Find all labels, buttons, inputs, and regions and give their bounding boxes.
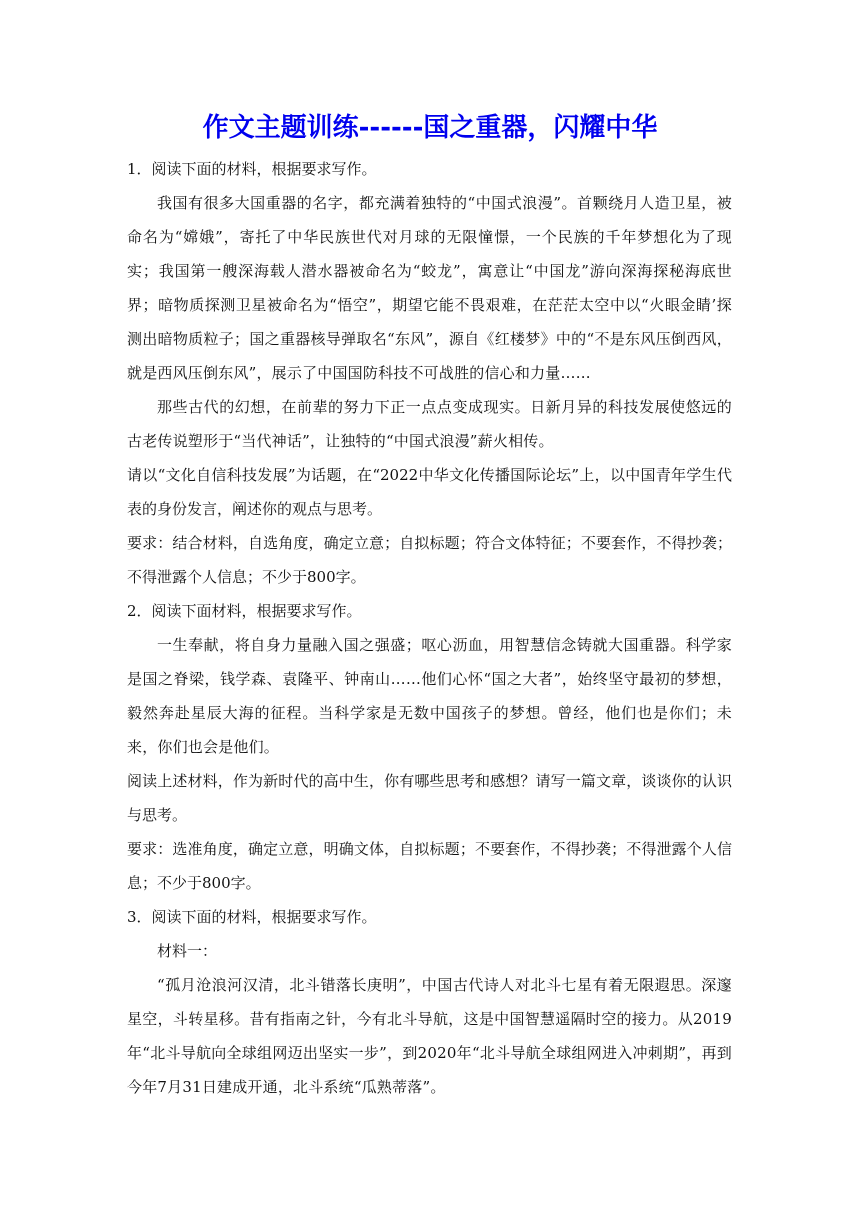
- question-task: 阅读上述材料，作为新时代的高中生，你有哪些思考和感想？请写一篇文章，谈谈你的认识与思考。: [127, 772, 732, 824]
- material-label: 材料一：: [157, 942, 218, 960]
- question-material: [127, 186, 732, 458]
- question-material: [127, 968, 732, 1104]
- document-body: [127, 152, 732, 1104]
- material-paragraph: “孤月沧浪河汉清，北斗错落长庚明”，中国古代诗人对北斗七星有着无限遐思。深邃星空，斗转星移。昔有指南之针，今有北斗导航，这是中国智慧遥隔时空的接力。从2019年“北斗导航向全球组网迈出坚实一步”，到2020年“北斗导航全球组网进入冲刺期”，再到今年7月31日建成开通，北斗系统“瓜熟蒂落”。: [127, 976, 732, 1096]
- material-paragraph: 我国有很多大国重器的名字，都充满着独特的“中国式浪漫”。首颗绕月人造卫星，被命名为“嫦娥”，寄托了中华民族世代对月球的无限憧憬，一个民族的千年梦想化为了现实；我国第一艘深海载人潜水器被命名为“蛟龙”，寓意让“中国龙”游向深海探秘海底世界；暗物质探测卫星被命名为“悟空”，期望它能不畏艰难，在茫茫太空中以“火眼金睛’探测出暗物质粒子；国之重器核导弹取名“东风”，源自《红楼梦》中的“不是东风压倒西风，就是西风压倒东风”，展示了中国国防科技不可战胜的信心和力量……: [127, 194, 732, 382]
- material-paragraph: 一生奉献，将自身力量融入国之强盛；呕心沥血，用智慧信念铸就大国重器。科学家是国之脊梁，钱学森、袁隆平、钟南山……他们心怀“国之大者”，始终坚守最初的梦想，毅然奔赴星辰大海的征程。当科学家是无数中国孩子的梦想。曾经，他们也是你们；未来，你们也会是他们。: [127, 636, 732, 756]
- question-requirement: 要求：选准角度，确定立意，明确文体，自拟标题；不要套作，不得抄袭；不得泄露个人信息；不少于800字。: [127, 840, 732, 892]
- question-heading: 3．阅读下面的材料，根据要求写作。: [127, 908, 377, 926]
- question-3: [127, 900, 732, 1104]
- question-2: [127, 594, 732, 900]
- question-task: 请以“文化自信科技发展”为话题，在“2022中华文化传播国际论坛”上，以中国青年学生代表的身份发言，阐述你的观点与思考。: [127, 466, 732, 518]
- question-material: [127, 628, 732, 764]
- question-requirement: 要求：结合材料，自选角度，确定立意；自拟标题；符合文体特征；不要套作，不得抄袭；不得泄露个人信息；不少于800字。: [127, 534, 732, 586]
- question-heading: 1．阅读下面的材料，根据要求写作。: [127, 160, 377, 178]
- question-1: [127, 152, 732, 594]
- material-paragraph: 那些古代的幻想，在前辈的努力下正一点点变成现实。日新月异的科技发展使悠远的古老传说塑形于“当代神话”，让独特的“中国式浪漫”薪火相传。: [127, 398, 732, 450]
- question-heading: 2．阅读下面材料，根据要求写作。: [127, 602, 362, 620]
- page-title: 作文主题训练------国之重器，闪耀中华: [202, 113, 658, 143]
